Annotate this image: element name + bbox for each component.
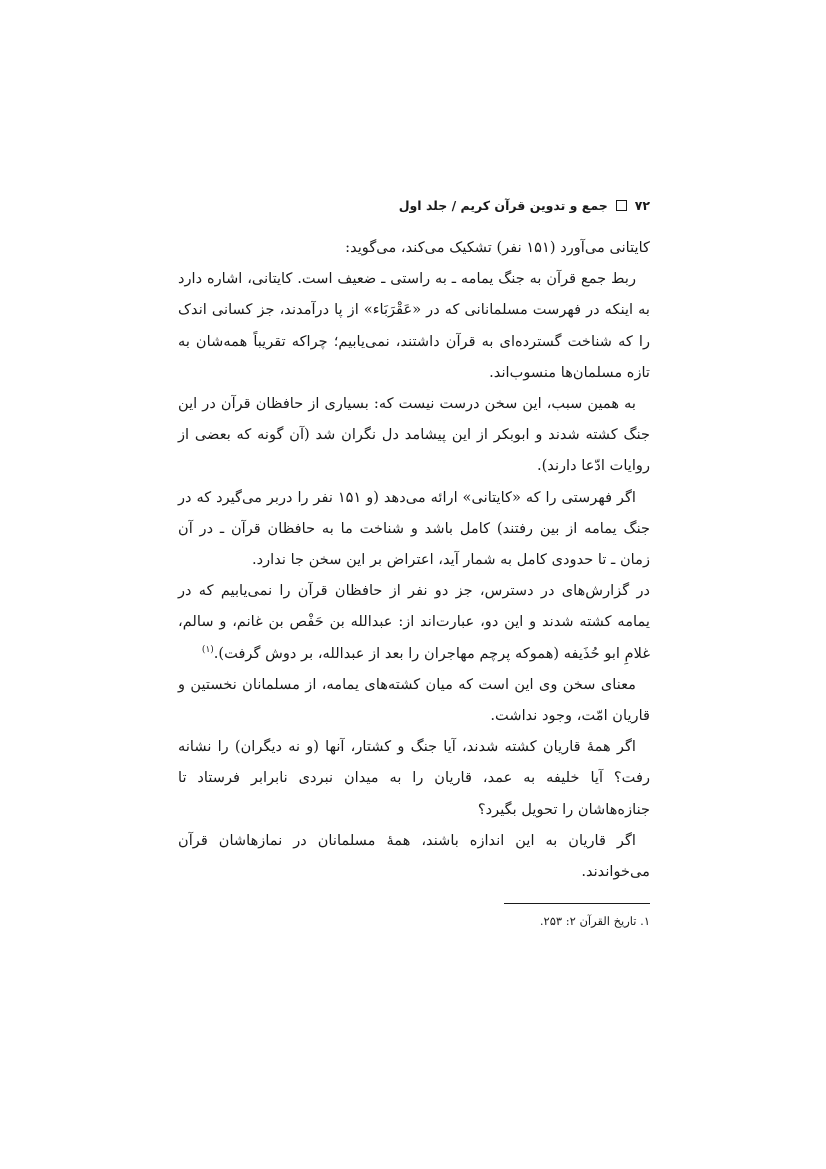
box-icon (616, 200, 627, 211)
paragraph: کایتانی می‌آورد (۱۵۱ نفر) تشکیک می‌کند، می‌گوید: (345, 239, 650, 256)
running-header (178, 194, 650, 216)
paragraph: اگر فهرستی را که «کایتانی» ارائه می‌دهد (و ۱۵۱ نفر را دربر می‌گیرد که در جنگ یمامه از بین رفتند) کامل باشد و شناخت ما به حافظان قرآن ـ در آن زمان ـ تا حدودی کامل به شمار آید، اعتراض بر این سخن جا ندارد. (178, 488, 650, 569)
footnote-divider (504, 903, 650, 904)
footnote: ۱. تاریخ القرآن ۲: ۲۵۳. (539, 914, 650, 929)
paragraph: اگر قاریان به این اندازه باشند، همهٔ مسلمانان در نمازهاشان قرآن می‌خواندند. (178, 831, 650, 881)
running-title: جمع و تدوین قرآن کریم / جلد اول (398, 197, 608, 213)
page-number: ۷۲ (634, 197, 650, 213)
document-page (178, 194, 650, 930)
paragraph: اگر همهٔ قاریان کشته شدند، آیا جنگ و کشتار، آنها (و نه دیگران) را نشانه رفت؟ آیا خلیفه به عمد، قاریان را به میدان نبردی نابرابر فرستاد تا جنازه‌هاشان را تحویل بگیرد؟ (178, 738, 650, 818)
paragraph: ربط جمع قرآن به جنگ یمامه ـ به راستی ـ ضعیف است. کایتانی، اشاره دارد به اینکه در فهرست مسلمانانی که در «عَقْرَبَاء» از پا درآمدند، جز کسانی اندک را که شناخت گسترده‌ای به قرآن داشتند، نمی‌یابیم؛ چراکه تقریباً همه‌شان به تازه مسلمان‌ها منسوب‌اند. (178, 270, 650, 381)
paragraph: معنای سخن وی این است که میان کشته‌های یمامه، از مسلمانان نخستین و قاریان امّت، وجود نداشت. (178, 675, 650, 725)
footnote-reference: (۱) (201, 644, 214, 655)
paragraph: در گزارش‌های در دسترس، جز دو نفر از حافظان قرآن را نمی‌یابیم که در یمامه کشته شدند و این دو، عبارت‌اند از: عبدالله بن حَفْص بن غانم، و سالم، غلامِ ابو حُذَیفه (هموکه پرچم مهاجران را بعد از عبدالله، بر دوش گرفت).$^{(۱)}$ (178, 582, 650, 662)
body-text (178, 232, 650, 887)
paragraph: به همین سبب، این سخن درست نیست که: بسیاری از حافظان قرآن در این جنگ کشته شدند و ابوبکر از این پیشامد دل نگران شد (آن گونه که بعضی از روایات ادّعا دارند). (178, 395, 650, 475)
